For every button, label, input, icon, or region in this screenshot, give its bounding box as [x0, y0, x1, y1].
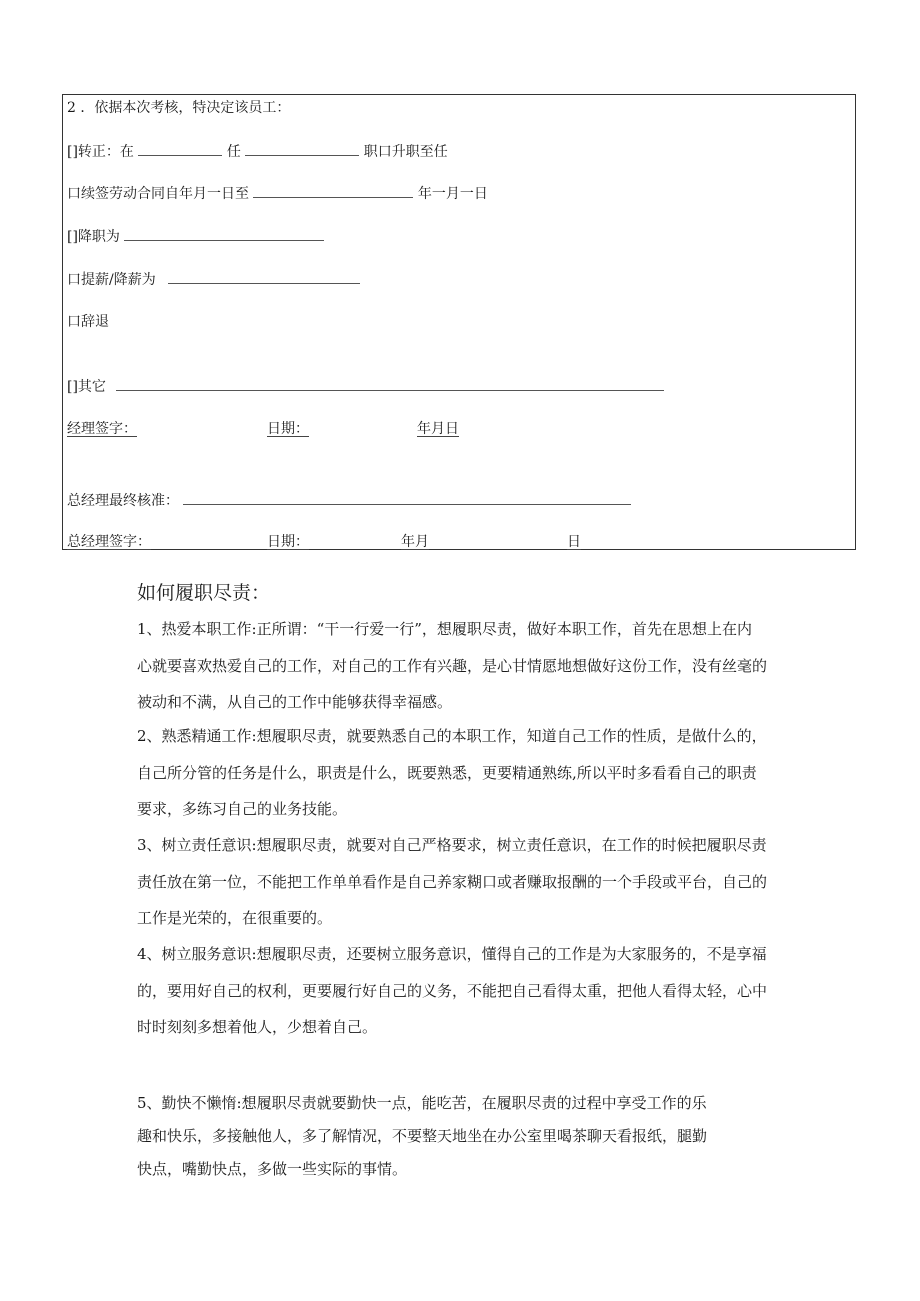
row-confirm — [67, 141, 448, 161]
paragraph-1 — [137, 611, 857, 721]
row-confirm-suffix: 职口升职至任 — [363, 144, 448, 160]
paragraph-line: 心就要喜欢热爱自己的工作，对自己的工作有兴趣，是心甘情愿地想做好这份工作，没有丝毫的 — [137, 656, 768, 675]
row-renew-suffix: 年一月一日 — [417, 186, 488, 202]
row-dismiss — [67, 313, 109, 331]
manager-sign-label: 经理签字： — [67, 421, 137, 437]
row-demote — [67, 226, 324, 246]
blank-demote[interactable] — [124, 226, 324, 241]
row-gm-approval — [67, 490, 631, 510]
gm-approval-label: 总经理最终核准： — [67, 493, 179, 509]
row-other-label: []其它 — [67, 379, 106, 395]
gm-date-day: 日 — [567, 534, 581, 550]
paragraph-line: 2、熟悉精通工作:想履职尽责，就要熟悉自己的本职工作，知道自己工作的性质，是做什么的， — [137, 727, 767, 745]
paragraph-line: 时时刻刻多想着他人，少想着自己。 — [137, 1018, 378, 1036]
paragraph-line: 责任放在第一位，不能把工作单单看作是自己养家糊口或者赚取报酬的一个手段或平台，自己的 — [137, 872, 768, 891]
gm-date-label: 日期： — [267, 534, 309, 550]
paragraph-line: 快点，嘴勤快点，多做一些实际的事情。 — [137, 1160, 408, 1178]
paragraph-line: 5、勤快不懒惰:想履职尽责就要勤快一点，能吃苦，在履职尽责的过程中享受工作的乐 — [137, 1094, 707, 1112]
paragraph-line: 自己所分管的任务是什么，职责是什么，既要熟悉，更要精通熟练,所以平时多看看自己的职责 — [137, 763, 757, 782]
article-title: 如何履职尽责： — [137, 582, 271, 604]
row-dismiss-label: 口辞退 — [67, 314, 109, 330]
paragraph-line: 的，要用好自己的权利，更要履行好自己的义务，不能把自己看得太重，把他人看得太轻，心中 — [137, 981, 768, 1000]
row-salary — [67, 269, 360, 289]
row-manager-sign — [67, 420, 459, 438]
row-renew-prefix: 口续签劳动合同自年月一日至 — [67, 186, 249, 202]
paragraph-line: 要求，多练习自己的业务技能。 — [137, 800, 348, 818]
blank-confirm-place[interactable] — [138, 141, 222, 156]
paragraph-line: 工作是光荣的，在很重要的。 — [137, 909, 333, 927]
row-salary-label: 口提薪/降薪为 — [67, 272, 156, 288]
manager-date-label: 日期： — [267, 421, 309, 437]
row-gm-sign — [67, 533, 581, 551]
row-demote-label: []降职为 — [67, 229, 120, 245]
paragraph-line: 被动和不满，从自己的工作中能够获得幸福感。 — [137, 693, 453, 711]
row-confirm-mid: 任 — [226, 144, 241, 160]
paragraph-2 — [137, 718, 857, 828]
decision-form — [62, 94, 856, 550]
row-confirm-prefix: []转正：在 — [67, 144, 134, 160]
paragraph-5 — [137, 1087, 857, 1186]
paragraph-line: 1、热爱本职工作:正所谓：“干一行爱一行”，想履职尽责，做好本职工作，首先在思想上在内 — [137, 620, 752, 638]
blank-other[interactable] — [116, 376, 664, 391]
blank-renew-date[interactable] — [253, 183, 413, 198]
paragraph-line: 3、树立责任意识:想履职尽责，就要对自己严格要求，树立责任意识，在工作的时候把履职尽责 — [137, 836, 767, 854]
form-heading: 2 ．依据本次考核，特决定该员工： — [67, 100, 291, 116]
row-other — [67, 376, 664, 396]
blank-salary[interactable] — [168, 269, 360, 284]
paragraph-4 — [137, 936, 857, 1046]
row-renew — [67, 183, 488, 203]
manager-date-suffix: 年月日 — [417, 421, 459, 437]
gm-date-month: 年月 — [401, 534, 429, 550]
paragraph-3 — [137, 827, 857, 937]
blank-gm-approval[interactable] — [183, 490, 631, 505]
blank-confirm-position[interactable] — [245, 141, 359, 156]
gm-sign-label: 总经理签字： — [67, 534, 151, 550]
paragraph-line: 趣和快乐，多接触他人，多了解情况，不要整天地坐在办公室里喝茶聊天看报纸，腿勤 — [137, 1127, 708, 1145]
paragraph-line: 4、树立服务意识:想履职尽责，还要树立服务意识，懂得自己的工作是为大家服务的，不是享福 — [137, 945, 767, 963]
